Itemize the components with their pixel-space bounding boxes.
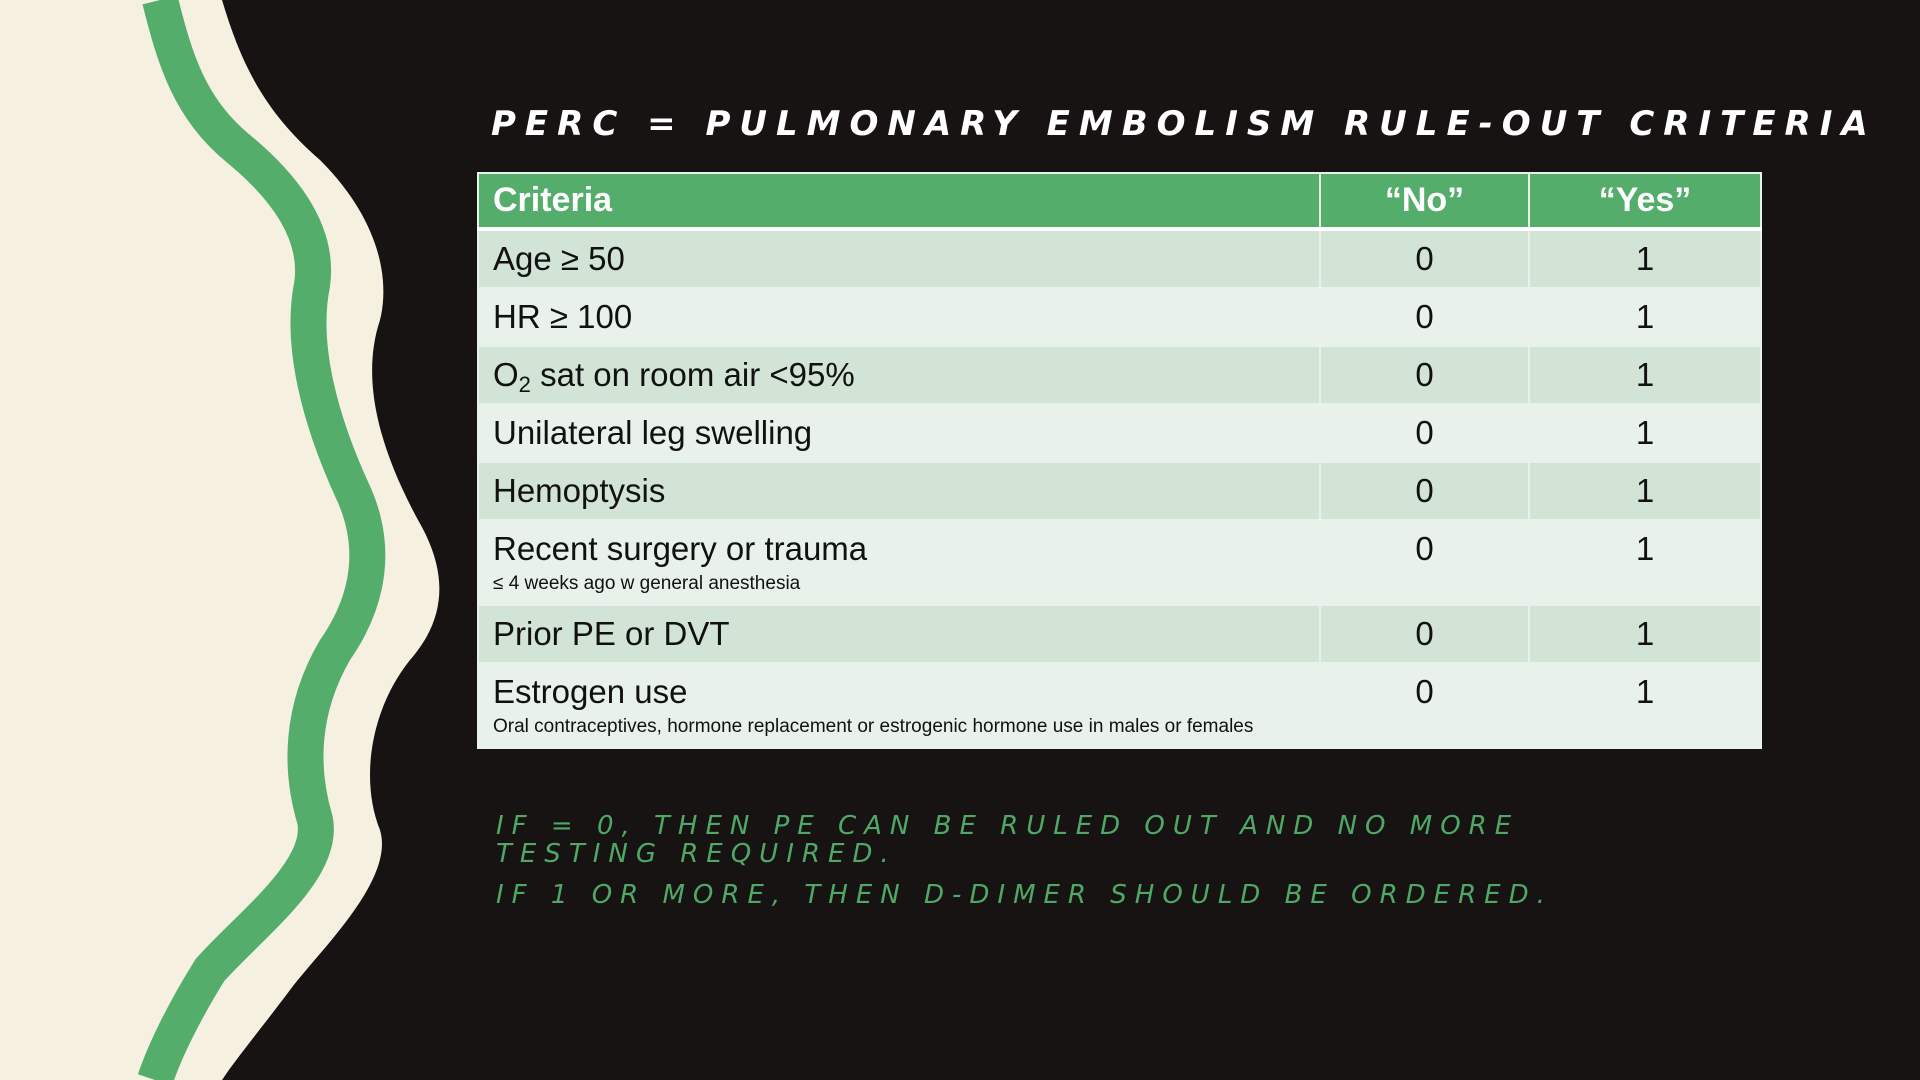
- criteria-cell: [478, 346, 1320, 404]
- criteria-label: Unilateral leg swelling: [493, 414, 813, 451]
- table-row: [478, 605, 1761, 663]
- criteria-label: Estrogen use: [493, 673, 688, 710]
- yes-score-cell: 1: [1529, 288, 1761, 346]
- criteria-label: Prior PE or DVT: [493, 615, 730, 652]
- d-dimer-note: IF 1 OR MORE, THEN D-DIMER SHOULD BE ORDERED.: [496, 880, 1553, 910]
- interpretation-notes: [496, 812, 1676, 922]
- yes-score-cell: 1: [1529, 462, 1761, 520]
- criteria-label: HR ≥ 100: [493, 298, 633, 335]
- table-row: [478, 663, 1761, 748]
- decorative-wave-graphic: [0, 0, 460, 1080]
- criteria-label: [493, 354, 1305, 396]
- yes-score-cell: 1: [1529, 663, 1761, 748]
- table-row: [478, 346, 1761, 404]
- criteria-label: Hemoptysis: [493, 472, 666, 509]
- table-row: [478, 462, 1761, 520]
- yes-column-header: “Yes”: [1529, 173, 1761, 229]
- criteria-sublabel: ≤ 4 weeks ago w general anesthesia: [493, 573, 801, 594]
- rule-out-note: IF = 0, THEN PE CAN BE RULED OUT AND NO MORE TESTING REQUIRED.: [496, 811, 1520, 869]
- criteria-cell: [478, 605, 1320, 663]
- criteria-cell: [478, 663, 1320, 748]
- yes-score-cell: 1: [1529, 346, 1761, 404]
- table-header-row: [478, 173, 1761, 229]
- no-column-header: “No”: [1320, 173, 1529, 229]
- table-row: [478, 229, 1761, 288]
- criteria-label: Recent surgery or trauma: [493, 530, 868, 567]
- subscript-two: 2: [518, 372, 531, 397]
- no-score-cell: 0: [1320, 462, 1529, 520]
- criteria-cell: [478, 288, 1320, 346]
- criteria-cell: [478, 462, 1320, 520]
- criteria-cell: [478, 520, 1320, 605]
- yes-score-cell: 1: [1529, 229, 1761, 288]
- criteria-label: Age ≥ 50: [493, 240, 625, 277]
- yes-score-cell: 1: [1529, 605, 1761, 663]
- no-score-cell: 0: [1320, 346, 1529, 404]
- criteria-cell: [478, 404, 1320, 462]
- no-score-cell: 0: [1320, 520, 1529, 605]
- yes-score-cell: 1: [1529, 404, 1761, 462]
- criteria-sublabel: Oral contraceptives, hormone replacement or estrogenic hormone use in males or females: [493, 716, 1254, 737]
- no-score-cell: 0: [1320, 663, 1529, 748]
- perc-criteria-table: [477, 172, 1762, 749]
- table-row: [478, 288, 1761, 346]
- table-row: [478, 520, 1761, 605]
- slide-title: PERC = PULMONARY EMBOLISM RULE-OUT CRITERIA: [491, 104, 1877, 144]
- table-row: [478, 404, 1761, 462]
- no-score-cell: 0: [1320, 229, 1529, 288]
- criteria-column-header: Criteria: [478, 173, 1320, 229]
- label-suffix: sat on room air <95%: [530, 356, 855, 393]
- no-score-cell: 0: [1320, 288, 1529, 346]
- criteria-cell: [478, 229, 1320, 288]
- label-prefix: O: [493, 356, 519, 393]
- no-score-cell: 0: [1320, 404, 1529, 462]
- yes-score-cell: 1: [1529, 520, 1761, 605]
- no-score-cell: 0: [1320, 605, 1529, 663]
